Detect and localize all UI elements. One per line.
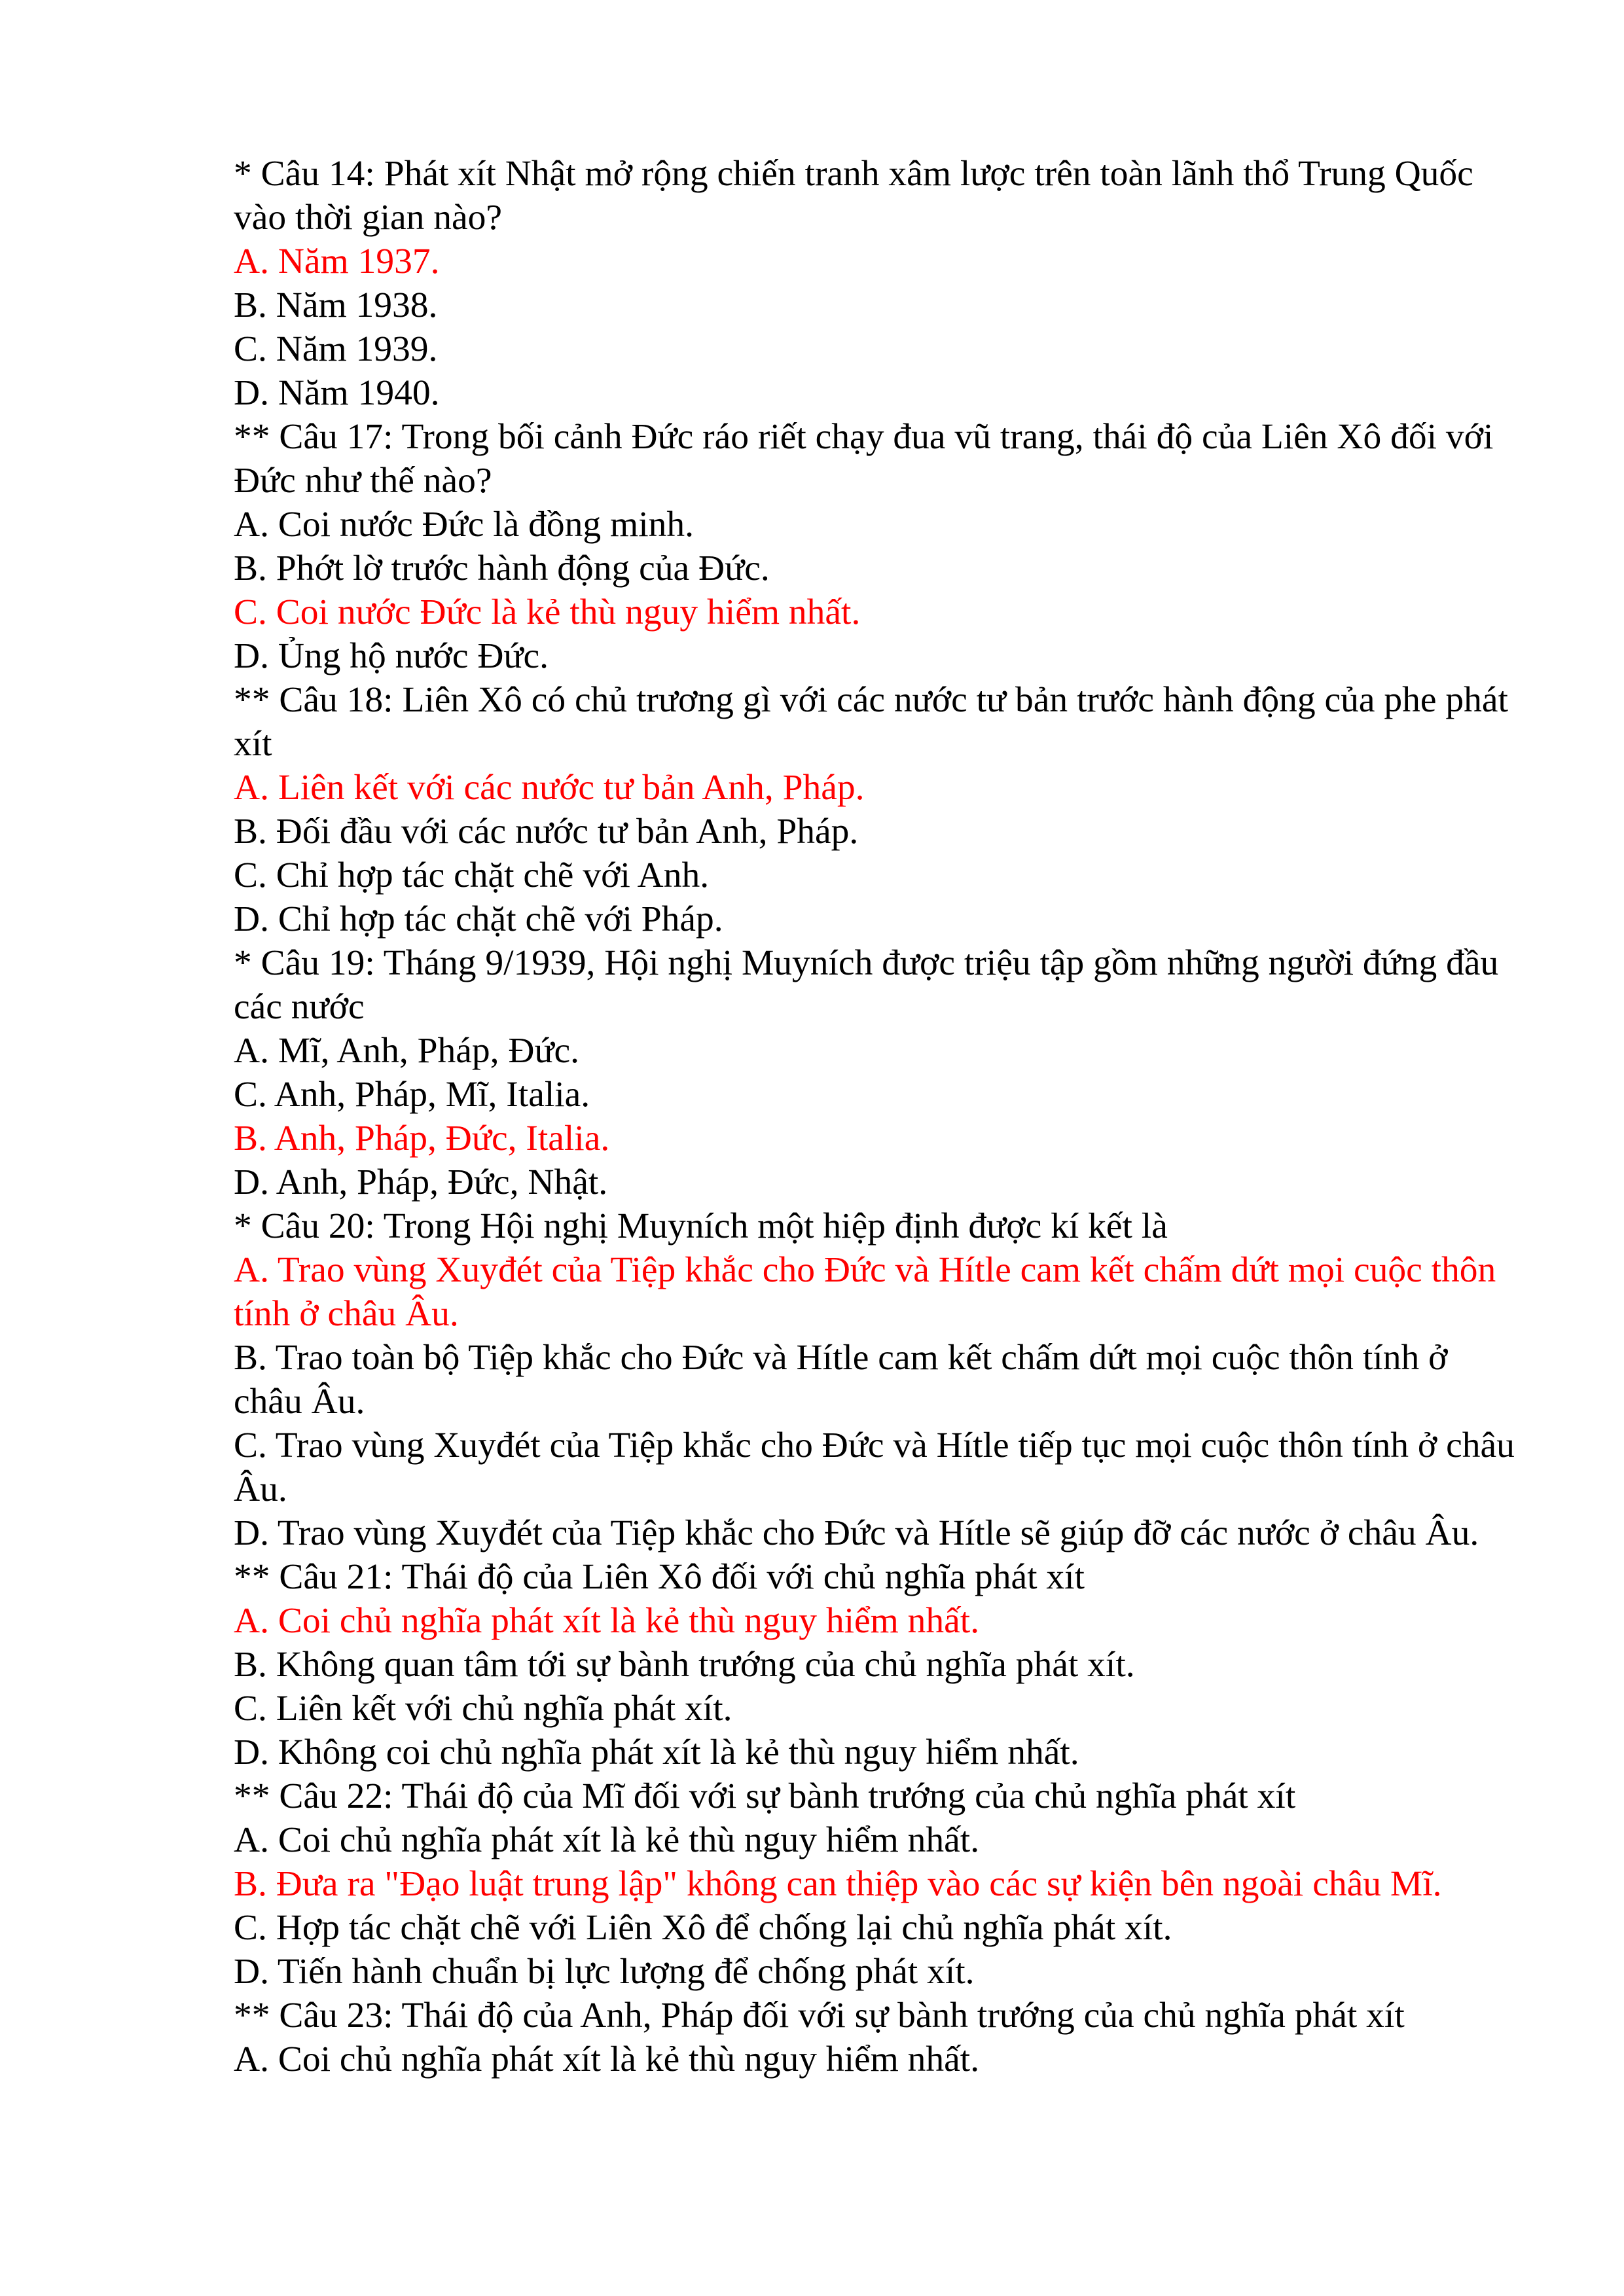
answer-option-correct: C. Coi nước Đức là kẻ thù nguy hiểm nhất. (234, 592, 861, 632)
answer-option: D. Tiến hành chuẩn bị lực lượng để chống phát xít. (234, 1952, 975, 1992)
question-prompt: * Câu 20: Trong Hội nghị Muyních một hiệp định được kí kết là (234, 1206, 1168, 1246)
answer-option: D. Anh, Pháp, Đức, Nhật. (234, 1162, 608, 1202)
question-prompt: * Câu 19: Tháng 9/1939, Hội nghị Muyních được triệu tập gồm những người đứng đầu các nước (234, 943, 1499, 1027)
question-block (234, 152, 1517, 415)
answer-option: D. Không coi chủ nghĩa phát xít là kẻ thù nguy hiểm nhất. (234, 1732, 1079, 1772)
answer-option: A. Coi nước Đức là đồng minh. (234, 505, 695, 545)
answer-option: B. Không quan tâm tới sự bành trướng của chủ nghĩa phát xít. (234, 1645, 1135, 1685)
answer-option: C. Hợp tác chặt chẽ với Liên Xô để chống lại chủ nghĩa phát xít. (234, 1908, 1172, 1948)
question-prompt: ** Câu 22: Thái độ của Mĩ đối với sự bành trướng của chủ nghĩa phát xít (234, 1776, 1296, 1816)
answer-option: C. Năm 1939. (234, 329, 438, 369)
question-block (234, 1555, 1517, 1774)
question-prompt: ** Câu 17: Trong bối cảnh Đức ráo riết chạy đua vũ trang, thái độ của Liên Xô đối với Đức như thế nào? (234, 417, 1494, 501)
document-page (234, 152, 1517, 2081)
question-block (234, 415, 1517, 678)
question-prompt: * Câu 14: Phát xít Nhật mở rộng chiến tranh xâm lược trên toàn lãnh thổ Trung Quốc vào thời gian nào? (234, 154, 1473, 238)
answer-option: C. Chỉ hợp tác chặt chẽ với Anh. (234, 855, 710, 895)
answer-option: D. Ủng hộ nước Đức. (234, 636, 549, 676)
answer-option: B. Năm 1938. (234, 285, 438, 325)
answer-option-correct: A. Coi chủ nghĩa phát xít là kẻ thù nguy hiểm nhất. (234, 1601, 980, 1641)
question-prompt: ** Câu 21: Thái độ của Liên Xô đối với chủ nghĩa phát xít (234, 1557, 1085, 1597)
question-prompt: ** Câu 18: Liên Xô có chủ trương gì với các nước tư bản trước hành động của phe phát xít (234, 680, 1508, 764)
answer-option: C. Anh, Pháp, Mĩ, Italia. (234, 1075, 590, 1115)
question-block (234, 941, 1517, 1204)
answer-option: B. Phớt lờ trước hành động của Đức. (234, 548, 770, 588)
answer-option: D. Chỉ hợp tác chặt chẽ với Pháp. (234, 899, 723, 939)
answer-option: C. Liên kết với chủ nghĩa phát xít. (234, 1689, 732, 1729)
answer-option: B. Trao toàn bộ Tiệp khắc cho Đức và Hítle cam kết chấm dứt mọi cuộc thôn tính ở châu Âu. (234, 1338, 1448, 1422)
answer-option: C. Trao vùng Xuyđét của Tiệp khắc cho Đức và Hítle tiếp tục mọi cuộc thôn tính ở châu Âu. (234, 1426, 1515, 1509)
answer-option-correct: A. Liên kết với các nước tư bản Anh, Pháp. (234, 768, 865, 808)
answer-option-correct: A. Trao vùng Xuyđét của Tiệp khắc cho Đức và Hítle cam kết chấm dứt mọi cuộc thôn tính ở châu Âu. (234, 1250, 1496, 1334)
answer-option-correct: B. Anh, Pháp, Đức, Italia. (234, 1119, 610, 1158)
question-block (234, 678, 1517, 941)
answer-option: D. Trao vùng Xuyđét của Tiệp khắc cho Đức và Hítle sẽ giúp đỡ các nước ở châu Âu. (234, 1513, 1479, 1553)
answer-option-correct: B. Đưa ra "Đạo luật trung lập" không can thiệp vào các sự kiện bên ngoài châu Mĩ. (234, 1864, 1442, 1904)
question-prompt: ** Câu 23: Thái độ của Anh, Pháp đối với sự bành trướng của chủ nghĩa phát xít (234, 1996, 1405, 2036)
answer-option: A. Coi chủ nghĩa phát xít là kẻ thù nguy hiểm nhất. (234, 2039, 980, 2079)
answer-option: A. Coi chủ nghĩa phát xít là kẻ thù nguy hiểm nhất. (234, 1820, 980, 1860)
answer-option-correct: A. Năm 1937. (234, 242, 440, 281)
answer-option: D. Năm 1940. (234, 373, 440, 413)
answer-option: A. Mĩ, Anh, Pháp, Đức. (234, 1031, 580, 1071)
question-block (234, 1204, 1517, 1555)
question-block (234, 1774, 1517, 1994)
question-block (234, 1994, 1517, 2081)
answer-option: B. Đối đầu với các nước tư bản Anh, Pháp. (234, 812, 859, 852)
